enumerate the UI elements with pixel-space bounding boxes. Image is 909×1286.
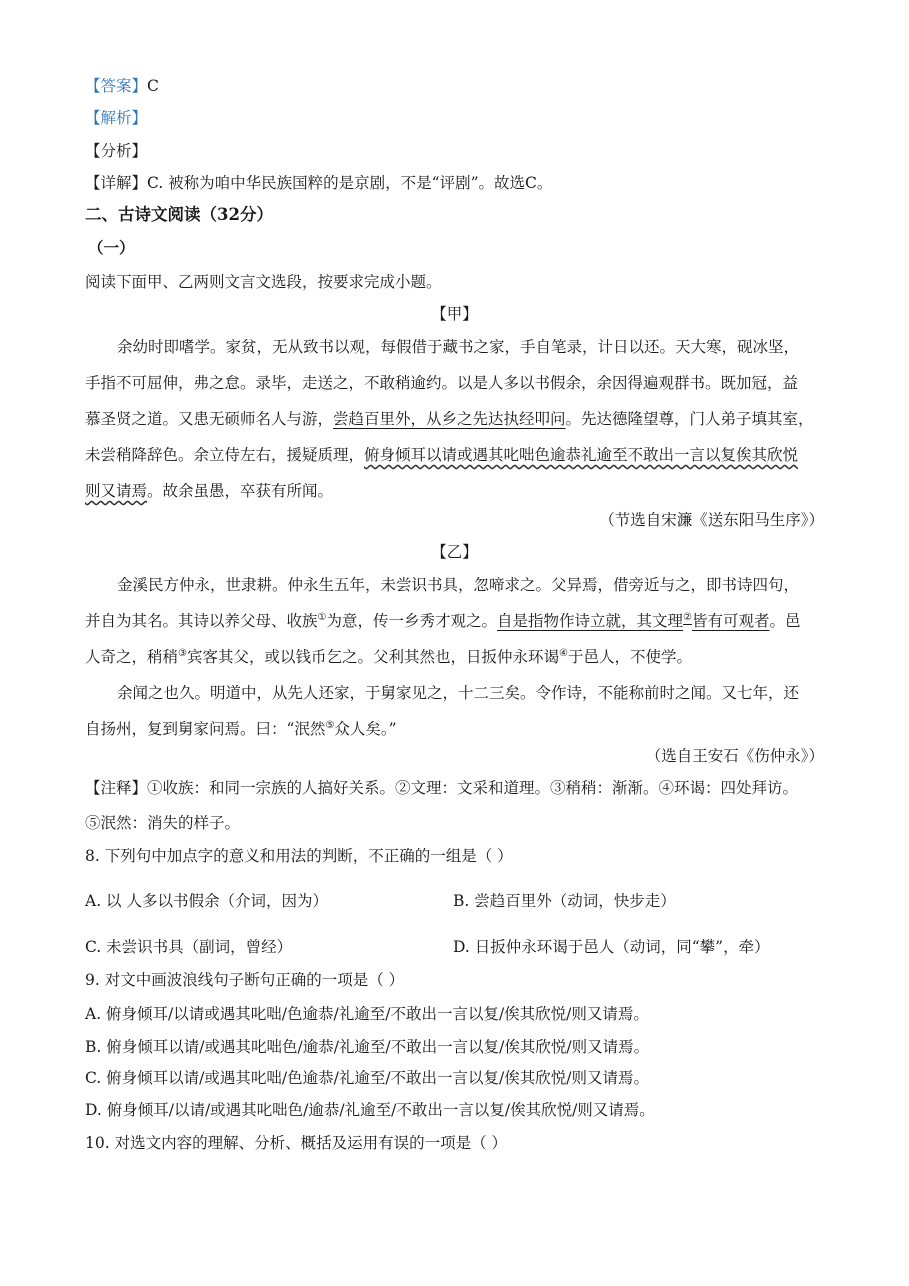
jia-row-5	[85, 481, 825, 501]
section-title: 二、古诗文阅读（32分）	[85, 205, 273, 224]
q9-option-d: D. 俯身倾耳/以请/或遇其叱咄色/逾恭/礼逾至/不敢出一言以复/俟其欣悦/则又请焉。	[85, 1101, 655, 1119]
yi-row-5-b: 众人矣。”	[334, 720, 397, 738]
q9-option-a: A. 俯身倾耳/以请或遇其叱咄/色逾恭/礼逾至/不敢出一言以复/俟其欣悦/则又请焉。	[85, 1005, 649, 1023]
yi-row-3-c: 于邑人，不使学。	[567, 648, 692, 666]
yi-underlined-b: 皆有可观者	[691, 612, 770, 630]
yi-row-5	[85, 719, 825, 739]
q9-option-c: C. 俯身倾耳以请/或遇其叱咄/色逾恭/礼逾至/不敢出一言以复/俟其欣悦/则又请焉。	[85, 1069, 649, 1087]
note-mark-4: ④	[559, 647, 568, 659]
note-mark-2: ②	[683, 611, 692, 623]
jia-row-3-text-a: 慕圣贤之道。又患无硕师名人与游，	[85, 410, 334, 428]
jia-row-3	[85, 409, 825, 429]
jia-row-4	[85, 445, 825, 465]
detail-line	[85, 173, 552, 193]
yi-row-3	[85, 647, 825, 667]
jia-underlined-phrase: 尝趋百里外，从乡之先达执经叩问	[333, 410, 566, 428]
note-mark-1: ①	[317, 611, 327, 623]
jia-wavy-sentence-b: 则又请焉	[85, 482, 148, 500]
yi-row-2-c: 。邑	[769, 612, 801, 630]
q8-stem: 8. 下列句中加点字的意义和用法的判断，不正确的一组是（ ）	[85, 847, 513, 865]
notes-line-1: 【注释】①收族：和同一宗族的人搞好关系。②文理：文采和道理。③稍稍：渐渐。④环谒：四处拜访。	[85, 779, 799, 797]
q8-option-b: B. 尝趋百里外（动词，快步走）	[453, 892, 676, 910]
answer-value: C	[147, 77, 159, 95]
note-mark-5: ⑤	[325, 719, 335, 731]
q9-option-b: B. 俯身倾耳以请/或遇其叱咄色/逾恭/礼逾至/不敢出一言以复/俟其欣悦/则又请焉。	[85, 1038, 650, 1056]
jia-row-1: 余幼时即嗜学。家贫，无从致书以观，每假借于藏书之家，手自笔录，计日以还。天大寒，砚冰坚，	[117, 338, 800, 356]
analysis-label: 【解析】	[85, 109, 148, 127]
q8-option-d: D. 日扳仲永环谒于邑人（动词，同“攀”，牵）	[453, 938, 770, 956]
q8-option-a: A. 以 人多以书假余（介词，因为）	[85, 892, 328, 910]
yi-row-3-a: 人奇之，稍稍	[85, 648, 179, 666]
jia-row-3-text-b: 。先达德隆望尊，门人弟子填其室，	[565, 410, 814, 428]
answer-label: 【答案】	[85, 77, 148, 95]
notes-line-2: ⑤泯然：消失的样子。	[85, 814, 241, 832]
jia-row-4-text: 未尝稍降辞色。余立侍左右，援疑质理，	[85, 446, 365, 464]
yi-row-2-b: 为意，传一乡秀才观之。	[326, 612, 497, 630]
subsection-title: （一）	[88, 238, 135, 257]
detail-label: 【详解】	[85, 174, 148, 192]
passage-yi	[85, 575, 825, 739]
detail-text: C. 被称为咱中华民族国粹的是京剧，不是“评剧”。故选C。	[147, 174, 553, 192]
jia-row-5-text: 。故余虽愚，卒获有所闻。	[147, 482, 334, 500]
note-mark-3: ③	[178, 647, 187, 659]
passage-yi-source: （选自王安石《伤仲永》）	[645, 747, 824, 765]
yi-underlined-a: 自是指物作诗立就，其文理	[497, 612, 684, 630]
jia-wavy-sentence-a: 俯身倾耳以请或遇其叱咄色逾恭礼逾至不敢出一言以复俟其欣悦	[364, 446, 799, 464]
jia-row-2: 手指不可屈伸，弗之怠。录毕，走送之，不敢稍逾约。以是人多以书假余，余因得遍观群书。既加冠，益	[85, 374, 799, 392]
yi-row-2	[85, 611, 825, 631]
passage-jia-source: （节选自宋濂《送东阳马生序》）	[599, 511, 824, 529]
yi-row-3-b: 宾客其父，或以钱币乞之。父利其然也，日扳仲永环谒	[186, 648, 559, 666]
yi-row-2-a: 并自为其名。其诗以养父母、收族	[85, 612, 318, 630]
yi-row-4: 余闻之也久。明道中，从先人还家，于舅家见之，十二三矣。令作诗，不能称前时之闻。又七年，还	[117, 684, 800, 702]
passage-jia	[85, 337, 825, 501]
yi-row-1: 金溪民方仲永，世隶耕。仲永生五年，未尝识书具，忽啼求之。父异焉，借旁近与之，即书诗四句，	[117, 576, 800, 594]
q10-stem: 10. 对选文内容的理解、分析、概括及运用有误的一项是（ ）	[85, 1134, 508, 1152]
answer-line	[85, 76, 159, 96]
passage-yi-heading: 【乙】	[431, 543, 478, 561]
fenxi-label: 【分析】	[85, 142, 148, 160]
q9-stem: 9. 对文中画波浪线句子断句正确的一项是（ ）	[85, 971, 405, 989]
yi-row-5-a: 自扬州，复到舅家问焉。曰：“泯然	[85, 720, 326, 738]
passage-jia-heading: 【甲】	[431, 305, 478, 323]
instruction: 阅读下面甲、乙两则文言文选段，按要求完成小题。	[85, 273, 442, 291]
q8-option-c: C. 未尝识书具（副词，曾经）	[85, 938, 293, 956]
